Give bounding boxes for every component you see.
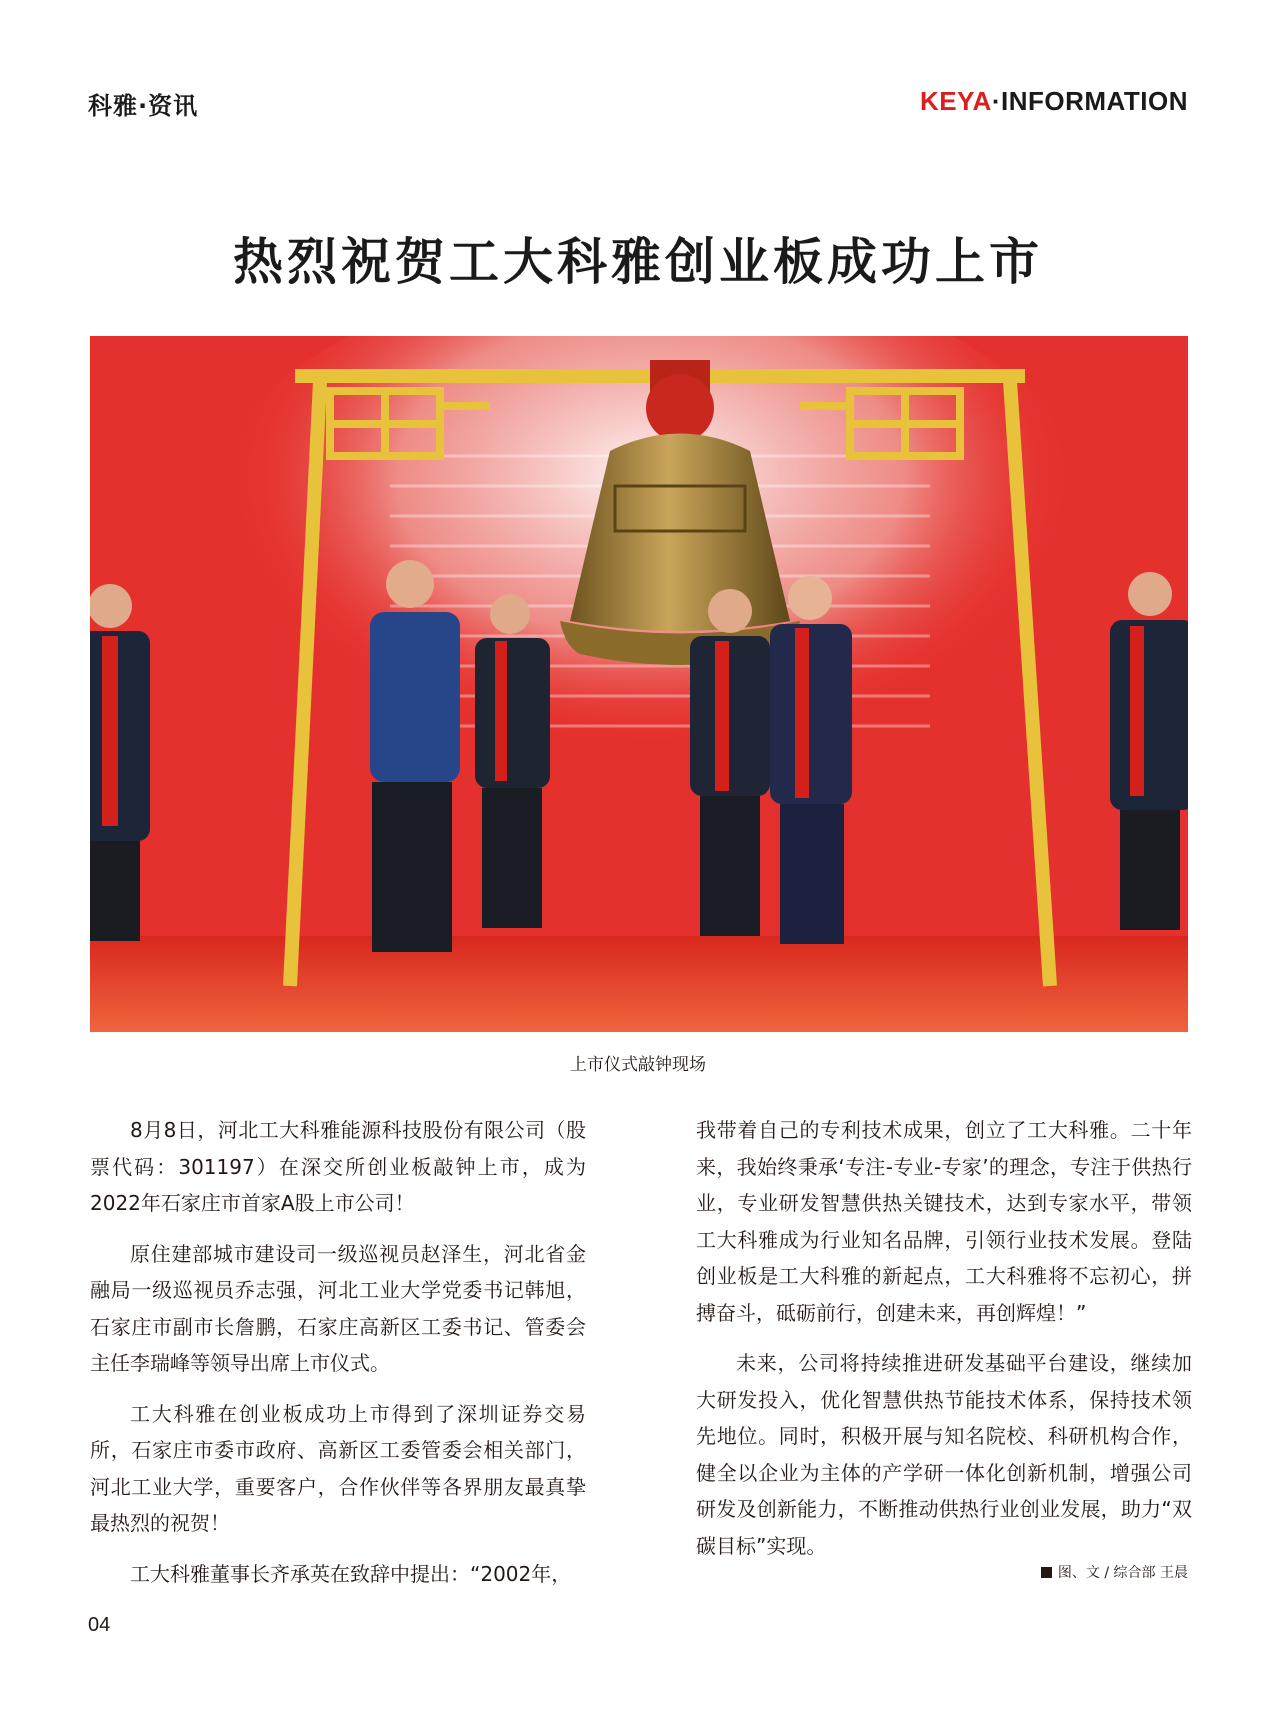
square-bullet-icon — [1041, 1567, 1052, 1578]
paragraph: 未来，公司将持续推进研发基础平台建设，继续加大研发投入，优化智慧供热节能技术体系，保持技术领先地位。同时，积极开展与知名院校、科研机构合作，健全以企业为主体的产学研一体化创新机制，增强公司研发及创新能力，不断推动供热行业创业发展，助力“双碳目标”实现。 — [696, 1351, 1192, 1558]
page-number: 04 — [88, 1614, 111, 1636]
bell-ringing-photo — [90, 336, 1188, 1032]
paragraph: 工大科雅董事长齐承英在致辞中提出：“2002年， — [130, 1561, 572, 1586]
section-name-en: INFORMATION — [1001, 86, 1188, 116]
brand-name-en: KEYA — [919, 86, 992, 116]
brand-name-cn: 科雅 — [88, 92, 138, 120]
article-title: 热烈祝贺工大科雅创业板成功上市 — [233, 231, 1043, 291]
article-column-left — [90, 1112, 586, 1606]
header-separator-en: · — [991, 86, 1001, 116]
photo-caption: 上市仪式敲钟现场 — [570, 1055, 706, 1075]
section-header-right — [920, 86, 1188, 117]
section-name-cn: 资讯 — [148, 92, 199, 120]
paragraph-continuation: 我带着自己的专利技术成果，创立了工大科雅。二十年来，我始终秉承‘专注-专业-专家’的理念，专注于供热行业，专业研发智慧供热关键技术，达到专家水平，带领工大科雅成为行业知名品牌，引领行业技术发展。登陆创业板是工大科雅的新起点，工大科雅将不忘初心，拼搏奋斗，砥砺前行，创建未来，再创辉煌！” — [696, 1118, 1192, 1325]
article-column-right — [696, 1112, 1192, 1578]
byline-credit — [1041, 1562, 1188, 1582]
section-header-left — [88, 86, 198, 121]
header-separator: · — [138, 92, 149, 120]
paragraph: 工大科雅在创业板成功上市得到了深圳证券交易所，石家庄市委市政府、高新区工委管委会相关部门，河北工业大学，重要客户，合作伙伴等各界朋友最真挚最热烈的祝贺！ — [90, 1401, 586, 1535]
paragraph: 原住建部城市建设司一级巡视员赵泽生，河北省金融局一级巡视员乔志强，河北工业大学党委书记韩旭，石家庄市副市长詹鹏，石家庄高新区工委书记、管委会主任李瑞峰等领导出席上市仪式。 — [90, 1241, 586, 1375]
paragraph: 8月8日，河北工大科雅能源科技股份有限公司（股票代码：301197）在深交所创业板敲钟上市，成为2022年石家庄市首家A股上市公司！ — [90, 1118, 586, 1215]
photo-illustration — [90, 336, 1188, 1032]
byline-text: 图、文 / 综合部 王晨 — [1057, 1565, 1188, 1581]
